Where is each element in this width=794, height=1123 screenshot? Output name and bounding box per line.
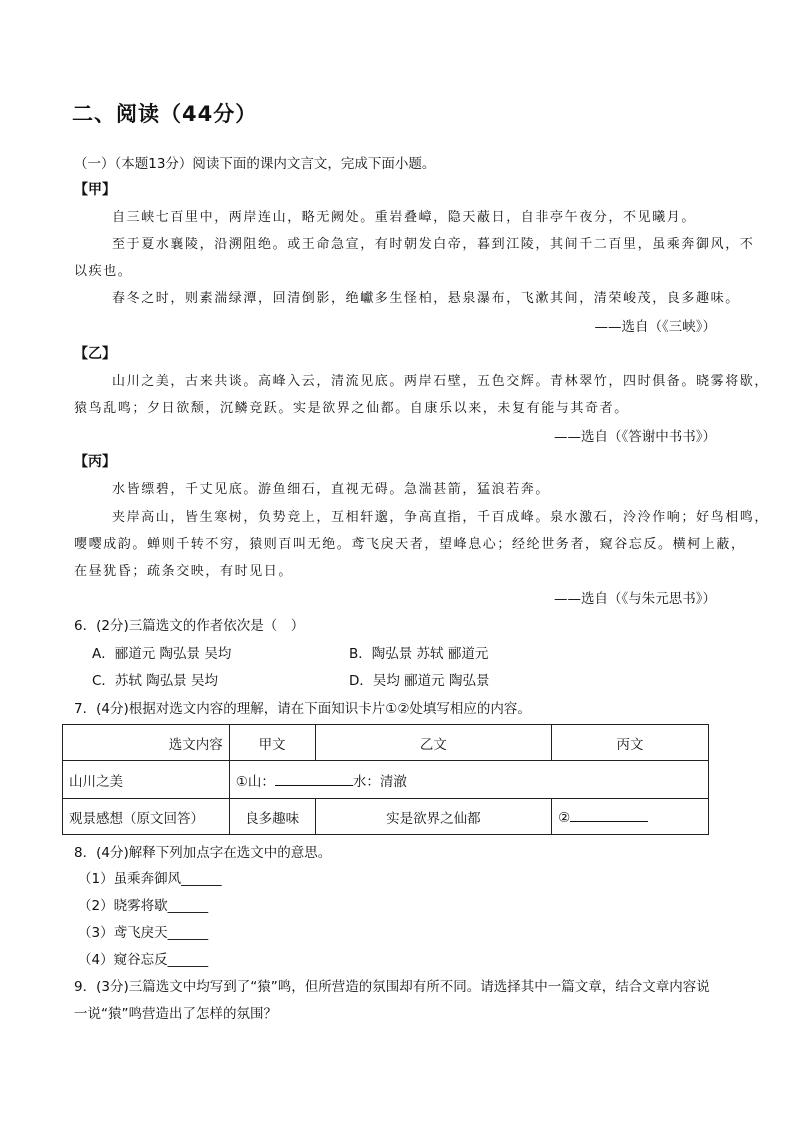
passage-jia-tag: 【甲】 <box>74 182 116 198</box>
row-content <box>229 761 708 799</box>
question-9-line: 9．(3分)三篇选文中均写到了“猿”鸣，但所营造的氛围却有所不同。请选择其中一篇文章，结合文章内容说 <box>74 979 710 995</box>
section-title: 二、阅读（44分） <box>72 102 258 126</box>
question-intro: （一）（本题13分）阅读下面的课内文言文，完成下面小题。 <box>74 156 436 172</box>
question-7-stem: 7．(4分)根据对选文内容的理解，请在下面知识卡片①②处填写相应的内容。 <box>74 701 531 717</box>
question-8-stem: 8．(4分)解释下列加点字在选文中的意思。 <box>74 845 332 861</box>
question-9-line: 一说“猿”鸣营造出了怎样的氛围？ <box>74 1006 277 1022</box>
header-cell: 选文内容 <box>63 725 230 761</box>
passage-jia-source: ——选自（《三峡》） <box>594 319 716 335</box>
passage-bing-line: 嘤嘤成韵。蝉则千转不穷，猿则百叫无绝。鸢飞戾天者，望峰息心；经纶世务者，窥谷忘反。横柯上蔽， <box>74 537 746 552</box>
header-cell: 乙文 <box>315 725 552 761</box>
passage-bing-line: 在昼犹昏；疏条交映，有时见日。 <box>74 564 294 579</box>
question-6-option-b: B．陶弘景 苏轼 郦道元 <box>349 646 489 662</box>
answer-blank-1[interactable] <box>275 771 353 786</box>
passage-bing-line: 夹岸高山，皆生寒树，负势竞上，互相轩邈，争高直指，千百成峰。泉水激石，泠泠作响；好鸟相鸣， <box>112 510 770 525</box>
header-cell: 丙文 <box>552 725 709 761</box>
row-label: 观景感想（原文回答） <box>63 799 230 835</box>
table-header-row <box>63 725 709 761</box>
passage-jia-line: 春冬之时，则素湍绿潭，回清倒影，绝巘多生怪柏，悬泉瀑布，飞漱其间，清荣峻茂，良多趣味。 <box>112 291 740 306</box>
question-8-item: （3）鸢飞戾天______ <box>78 925 209 941</box>
passage-yi-source: ——选自（《答谢中书书》） <box>554 429 716 445</box>
row-label: 山川之美 <box>63 761 230 799</box>
passage-bing-source: ——选自（《与朱元思书》） <box>554 591 716 607</box>
blank-2-prefix: ② <box>558 810 571 826</box>
question-8-item: （2）晓雾将歇______ <box>78 898 209 914</box>
passage-bing-line: 水皆缥碧，千丈见底。游鱼细石，直视无碍。急湍甚箭，猛浪若奔。 <box>112 482 551 497</box>
row-content-suffix: 水：清澈 <box>352 773 407 790</box>
question-6-option-a: A．郦道元 陶弘景 吴均 <box>92 646 232 662</box>
passage-yi-line: 山川之美，古来共谈。高峰入云，清流见底。两岸石壁，五色交辉。青林翠竹，四时俱备。晓雾将歇， <box>112 374 770 389</box>
yi-answer: 实是欲界之仙都 <box>315 799 552 835</box>
question-6-option-d: D．吴均 郦道元 陶弘景 <box>349 673 490 689</box>
question-6-stem: 6．(2分)三篇选文的作者依次是（ ） <box>74 618 305 634</box>
question-8-item: （4）窥谷忘反______ <box>78 952 209 968</box>
question-6-option-c: C．苏轼 陶弘景 吴均 <box>92 673 219 689</box>
passage-jia-line: 至于夏水襄陵，沿溯阻绝。或王命急宣，有时朝发白帝，暮到江陵，其间千二百里，虽乘奔御风，不 <box>112 237 755 252</box>
passage-yi-tag: 【乙】 <box>74 346 116 362</box>
bing-answer <box>552 799 709 835</box>
knowledge-card-table <box>62 724 709 835</box>
passage-jia-line: 自三峡七百里中，两岸连山，略无阙处。重岩叠嶂，隐天蔽日，自非亭午夜分，不见曦月。 <box>112 210 697 225</box>
header-cell: 甲文 <box>229 725 315 761</box>
table-row <box>63 761 709 799</box>
table-row <box>63 799 709 835</box>
passage-yi-line: 猿鸟乱鸣；夕日欲颓，沉鳞竞跃。实是欲界之仙都。自康乐以来，未复有能与其奇者。 <box>74 401 629 416</box>
passage-jia-line: 以疾也。 <box>74 264 133 279</box>
blank-1-prefix: ①山： <box>235 773 275 790</box>
answer-blank-2[interactable] <box>570 807 648 822</box>
question-8-item: （1）虽乘奔御风______ <box>78 871 222 887</box>
passage-bing-tag: 【丙】 <box>74 454 116 470</box>
jia-answer: 良多趣味 <box>229 799 315 835</box>
